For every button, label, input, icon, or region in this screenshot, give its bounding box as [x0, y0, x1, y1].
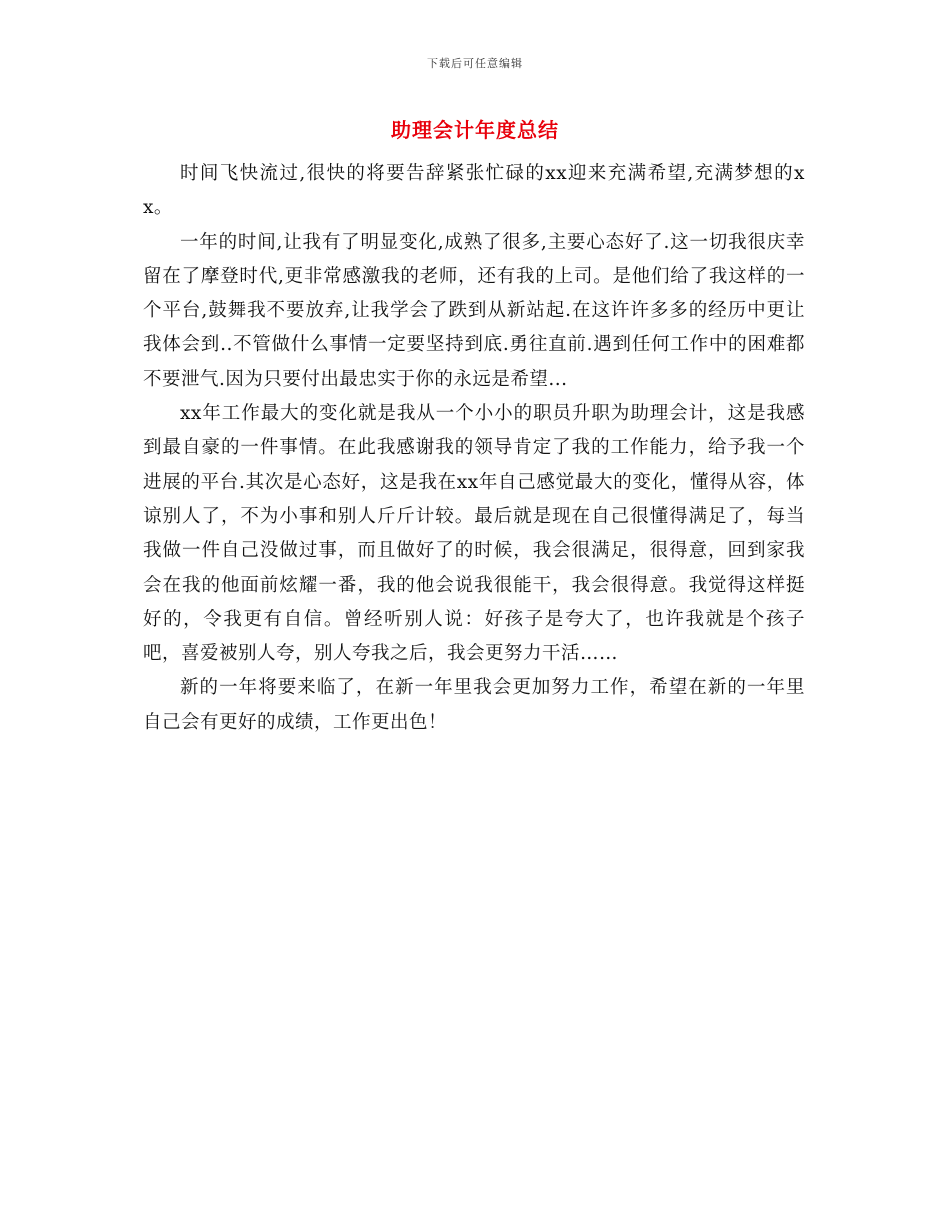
paragraph-2: 一年的时间,让我有了明显变化,成熟了很多,主要心态好了.这一切我很庆幸留在了摩登时代,更非常感激我的老师，还有我的上司。是他们给了我这样的一个平台,鼓舞我不要放弃,让我学会了跌到从新站起.在这许许多多的经历中更让我体会到..不管做什么事情一定要坚持到底.勇往直前.遇到任何工作中的困难都不要泄气.因为只要付出最忠实于你的永远是希望...	[143, 231, 805, 390]
paragraph-4: 新的一年将要来临了，在新一年里我会更加努力工作，希望在新的一年里自己会有更好的成绩，工作更出色！	[143, 677, 805, 733]
document-body	[143, 157, 805, 740]
paragraph-1: 时间飞快流过,很快的将要告辞紧张忙碌的xx迎来充满希望,充满梦想的xx。	[143, 163, 805, 219]
paragraph-3: xx年工作最大的变化就是我从一个小小的职员升职为助理会计，这是我感到最自豪的一件事情。在此我感谢我的领导肯定了我的工作能力，给予我一个进展的平台.其次是心态好，这是我在xx年自己感觉最大的变化，懂得从容，体谅别人了，不为小事和别人斤斤计较。最后就是现在自己很懂得满足了，每当我做一件自己没做过事，而且做好了的时候，我会很满足，很得意，回到家我会在我的他面前炫耀一番，我的他会说我很能干，我会很得意。我觉得这样挺好的，令我更有自信。曾经听别人说：好孩子是夸大了，也许我就是个孩子吧，喜爱被别人夸，别人夸我之后，我会更努力干活……	[143, 403, 805, 665]
header-note: 下载后可任意编辑	[427, 57, 523, 70]
document-title: 助理会计年度总结	[391, 118, 559, 142]
